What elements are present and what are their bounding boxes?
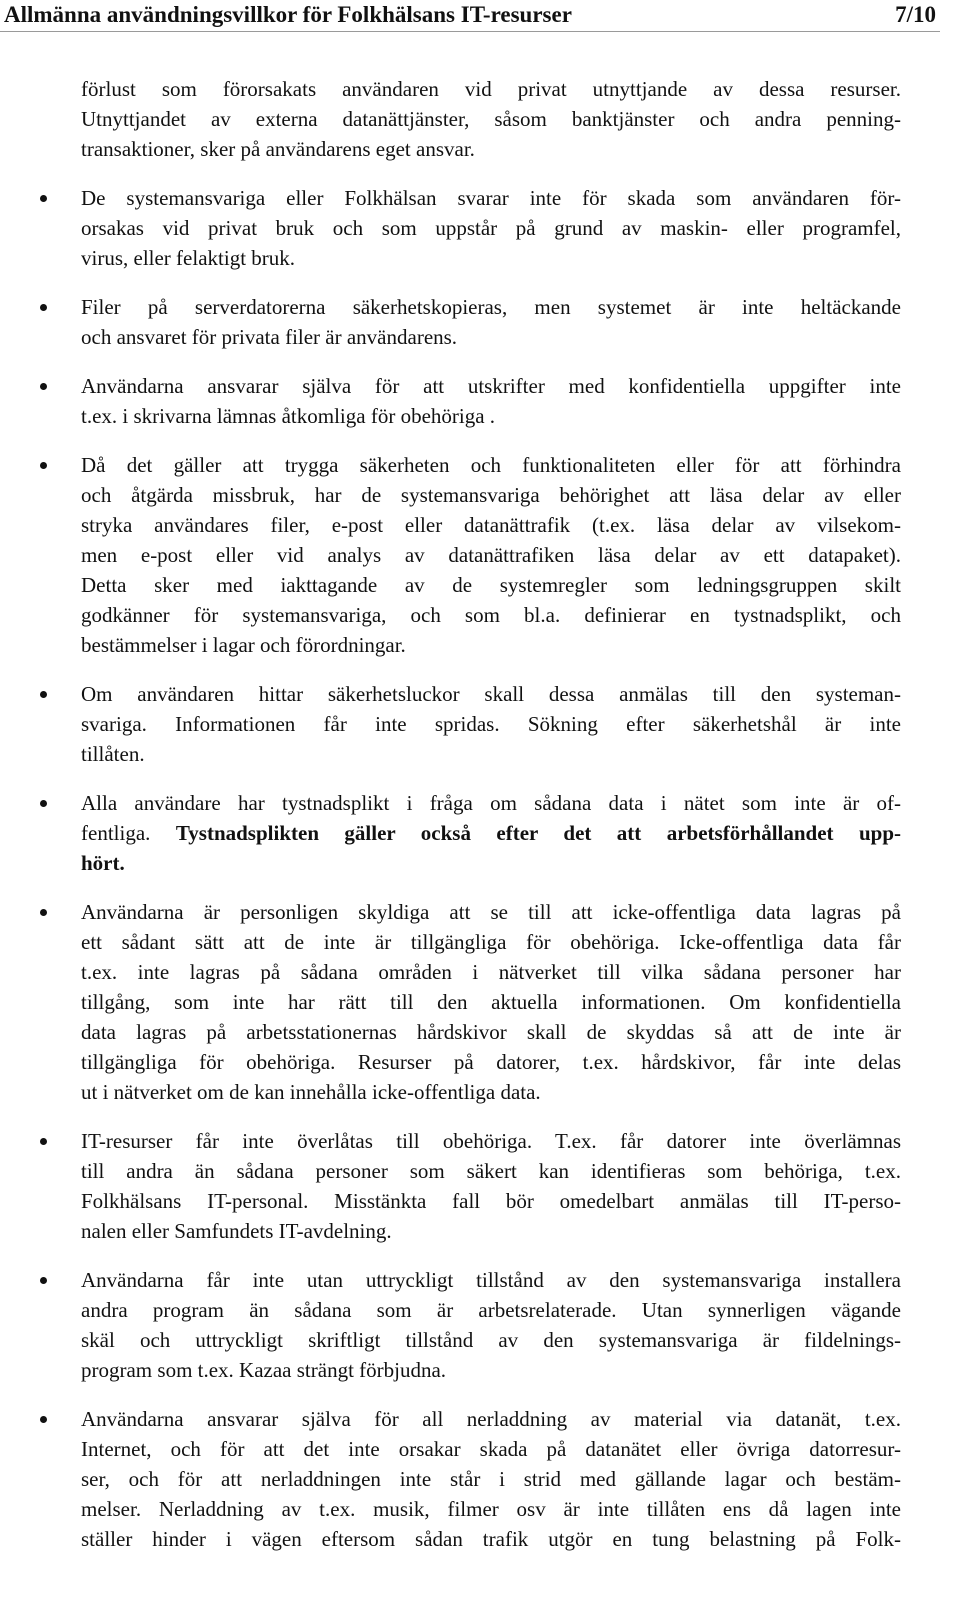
text-line: Folkhälsans IT-personal. Misstänkta fall bör omedelbart anmälas till IT-perso- [81,1189,901,1213]
text-line: nalen eller Samfundets IT-avdelning. [81,1219,392,1243]
text-line: bestämmelser i lagar och förordningar. [81,633,406,657]
text-line: orsakas vid privat bruk och som uppstår på grund av maskin- eller programfel, [81,216,901,240]
text-line: program som t.ex. Kazaa strängt förbjudna. [81,1358,447,1382]
bullet-icon [40,1138,47,1145]
bold-text: Tystnadsplikten gäller också efter det att arbetsförhållandet upp- [175,821,902,845]
text-line: ut i nätverket om de kan innehålla icke-offentliga data. [81,1080,541,1104]
text-line: De systemansvariga eller Folkhälsan svarar inte för skada som användaren för- [81,186,901,210]
bullet-icon [40,800,47,807]
page-number: 7/10 [895,2,936,27]
text-line: virus, eller felaktigt bruk. [81,246,296,270]
document-body [0,74,940,1554]
text-line: och åtgärda missbruk, har de systemansvariga behörighet att läsa delar av eller [81,483,901,507]
text-line: transaktioner, sker på användarens eget ansvar. [81,137,475,161]
text-line: t.ex. inte lagras på sådana områden i nätverket till vilka sådana personer har [81,960,901,984]
text-line: ett sådant sätt att de inte är tillgängliga för obehöriga. Icke-offentliga data får [81,930,901,954]
text-line: ställer hinder i vägen eftersom sådan trafik utgör en tung belastning på Folk- [81,1527,901,1551]
bullet-icon [40,383,47,390]
text-line: tillgängliga för obehöriga. Resurser på datorer, t.ex. hårdskivor, får inte delas [81,1050,901,1074]
text-line: och ansvaret för privata filer är användarens. [81,325,458,349]
intro-paragraph [81,74,901,164]
text-line: ser, och för att nerladdningen inte står i strid med gällande lagar och bestäm- [81,1467,901,1491]
text-line: Då det gäller att trygga säkerheten och funktionaliteten eller för att förhindra [81,453,901,477]
text-line: tillgång, som inte har rätt till den aktuella informationen. Om konfidentiella [81,990,901,1014]
list-item [81,1265,901,1385]
text-line: IT-resurser får inte överlåtas till obehöriga. T.ex. får datorer inte överlämnas [81,1129,901,1153]
text-line: Användarna är personligen skyldiga att se till att icke-offentliga data lagras på [81,900,901,924]
text-line: Alla användare har tystnadsplikt i fråga om sådana data i nätet som inte är of- [81,791,901,815]
bullet-icon [40,1416,47,1423]
text-line: stryka användares filer, e-post eller datanättrafik (t.ex. läsa delar av vilsekom- [81,513,901,537]
list-item [81,1126,901,1246]
text-line: Användarna ansvarar själva för att utskrifter med konfidentiella uppgifter inte [81,374,901,398]
text-segment: fentliga. [81,821,176,845]
bullet-icon [40,691,47,698]
text-line: melser. Nerladdning av t.ex. musik, filmer osv är inte tillåten ens då lagen inte [81,1497,901,1521]
list-item [81,1404,901,1554]
text-line: förlust som förorsakats användaren vid privat utnyttjande av dessa resurser. [81,77,901,101]
text-line: Användarna ansvarar själva för all nerladdning av material via datanät, t.ex. [81,1407,901,1431]
text-line: tillåten. [81,742,145,766]
text-line: data lagras på arbetsstationernas hårdskivor skall de skyddas så att de inte är [81,1020,901,1044]
bullet-icon [40,304,47,311]
list-item [81,788,901,878]
text-line: men e-post eller vid analys av datanättrafiken läsa delar av ett datapaket). [81,543,901,567]
text-line: Användarna får inte utan uttryckligt tillstånd av den systemansvariga installera [81,1268,901,1292]
text-line: t.ex. i skrivarna lämnas åtkomliga för obehöriga . [81,404,496,428]
list-item [81,183,901,273]
text-line: Detta sker med iakttagande av de systemregler som ledningsgruppen skilt [81,573,901,597]
text-line: till andra än sådana personer som säkert kan identifieras som behöriga, t.ex. [81,1159,901,1183]
bullet-icon [40,195,47,202]
text-line: andra program än sådana som är arbetsrelaterade. Utan synnerligen vägande [81,1298,901,1322]
text-line [81,818,901,848]
text-line [81,848,901,878]
bold-text: hört. [81,851,125,875]
list-item [81,897,901,1107]
bullet-icon [40,909,47,916]
bullet-icon [40,462,47,469]
text-line: svariga. Informationen får inte spridas. Sökning efter säkerhetshål är inte [81,712,901,736]
text-line: Om användaren hittar säkerhetsluckor skall dessa anmälas till den systeman- [81,682,901,706]
text-line: Filer på serverdatorerna säkerhetskopieras, men systemet är inte heltäckande [81,295,901,319]
list-item [81,371,901,431]
document-title: Allmänna användningsvillkor för Folkhälsans IT-resurser [4,2,572,27]
list-item [81,450,901,660]
text-line: skäl och uttryckligt skriftligt tillstånd av den systemansvariga är fildelnings- [81,1328,901,1352]
bullet-icon [40,1277,47,1284]
text-line: godkänner för systemansvariga, och som bl.a. definierar en tystnadsplikt, och [81,603,901,627]
text-line: Utnyttjandet av externa datanättjänster, såsom banktjänster och andra penning- [81,107,901,131]
page-header [0,0,940,32]
text-line: Internet, och för att det inte orsakar skada på datanätet eller övriga datorresur- [81,1437,901,1461]
list-item [81,292,901,352]
list-item [81,679,901,769]
